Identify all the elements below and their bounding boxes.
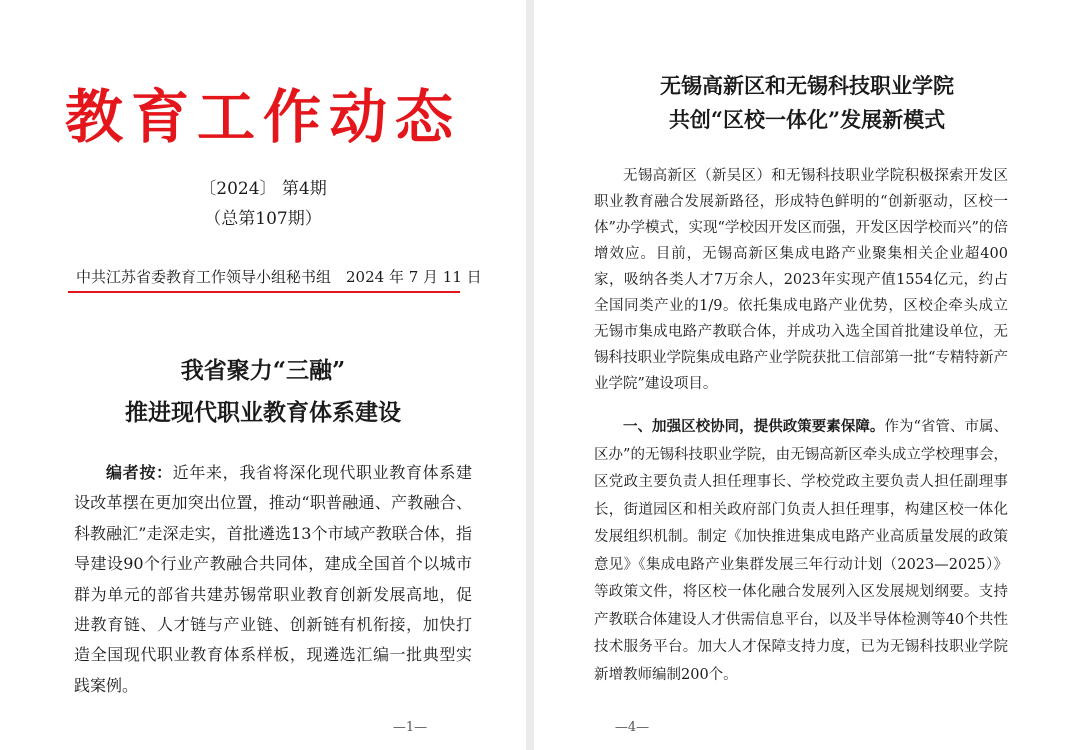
issue-number: 〔2024〕 第4期 bbox=[199, 179, 327, 199]
body-paragraph-2 bbox=[594, 413, 1008, 689]
masthead-title: 教育工作动态 bbox=[64, 83, 461, 151]
page-number-left: —1— bbox=[392, 720, 428, 735]
paragraph-text: 作为“省管、市属、区办”的无锡科技职业学院，由无锡高新区牵头成立学校理事会，区党政主要负责人担任理事长、学校党政主要负责人担任副理事长，街道园区和相关政府部门负责人担任理事，构建区校一体化发展组织机制。制定《加快推进集成电路产业高质量发展的政策意见》《集成电路产业集群发展三年行动计划（2023—2025）》等政策文件，将区校一体化融合发展列入区发展规划纲要。支持产教联合体建设人才供需信息平台，以及半导体检测等40个共性技术服务平台。加大人才保障支持力度，已为无锡科技职业学院新增教师编制200个。 bbox=[594, 419, 1008, 683]
issuing-organization: 中共江苏省委教育工作领导小组秘书组 bbox=[76, 268, 332, 286]
right-title-line1: 无锡高新区和无锡科技职业学院 bbox=[660, 73, 954, 98]
right-page bbox=[534, 0, 1080, 750]
editor-note bbox=[74, 458, 472, 701]
right-title-line2: 共创“区校一体化”发展新模式 bbox=[668, 107, 946, 132]
body-paragraph-1: 无锡高新区（新吴区）和无锡科技职业学院积极探索开发区职业教育融合发展新路径，形成特色鲜明的“创新驱动，区校一体”办学模式，实现“学校因开发区而强，开发区因学校而兴”的倍增效应。目前，无锡高新区集成电路产业聚集相关企业超400家，吸纳各类人才7万余人，2023年实现产值1554亿元，约占全国同类产业的1/9。依托集成电路产业优势，区校企牵头成立无锡市集成电路产教联合体，并成功入选全国首批建设单位，无锡科技职业学院集成电路产业学院获批工信部第一批“专精特新产业学院”建设项目。 bbox=[594, 168, 1008, 392]
editor-note-label: 编者按： bbox=[106, 463, 173, 482]
article-title-line2: 推进现代职业教育体系建设 bbox=[125, 399, 401, 426]
total-issue-number: （总第107期） bbox=[204, 209, 322, 229]
issue-date: 2024 年 7 月 11 日 bbox=[346, 268, 482, 286]
page-number-right: —4— bbox=[614, 720, 650, 735]
red-divider bbox=[68, 291, 460, 293]
article-title-line1: 我省聚力“三融” bbox=[180, 357, 346, 384]
editor-note-text: 近年来，我省将深化现代职业教育体系建设改革摆在更加突出位置，推动“职普融通、产教融合、科教融汇”走深走实，首批遴选13个市域产教联合体，指导建设90个行业产教融合共同体，建成全国首个以城市群为单元的部省共建苏锡常职业教育创新发展高地，促进教育链、人才链与产业链、创新链有机衔接，加快打造全国现代职业教育体系样板，现遴选汇编一批典型实践案例。 bbox=[74, 463, 472, 695]
left-page bbox=[0, 0, 526, 750]
paragraph-heading: 一、加强区校协同，提供政策要素保障。 bbox=[623, 418, 885, 435]
